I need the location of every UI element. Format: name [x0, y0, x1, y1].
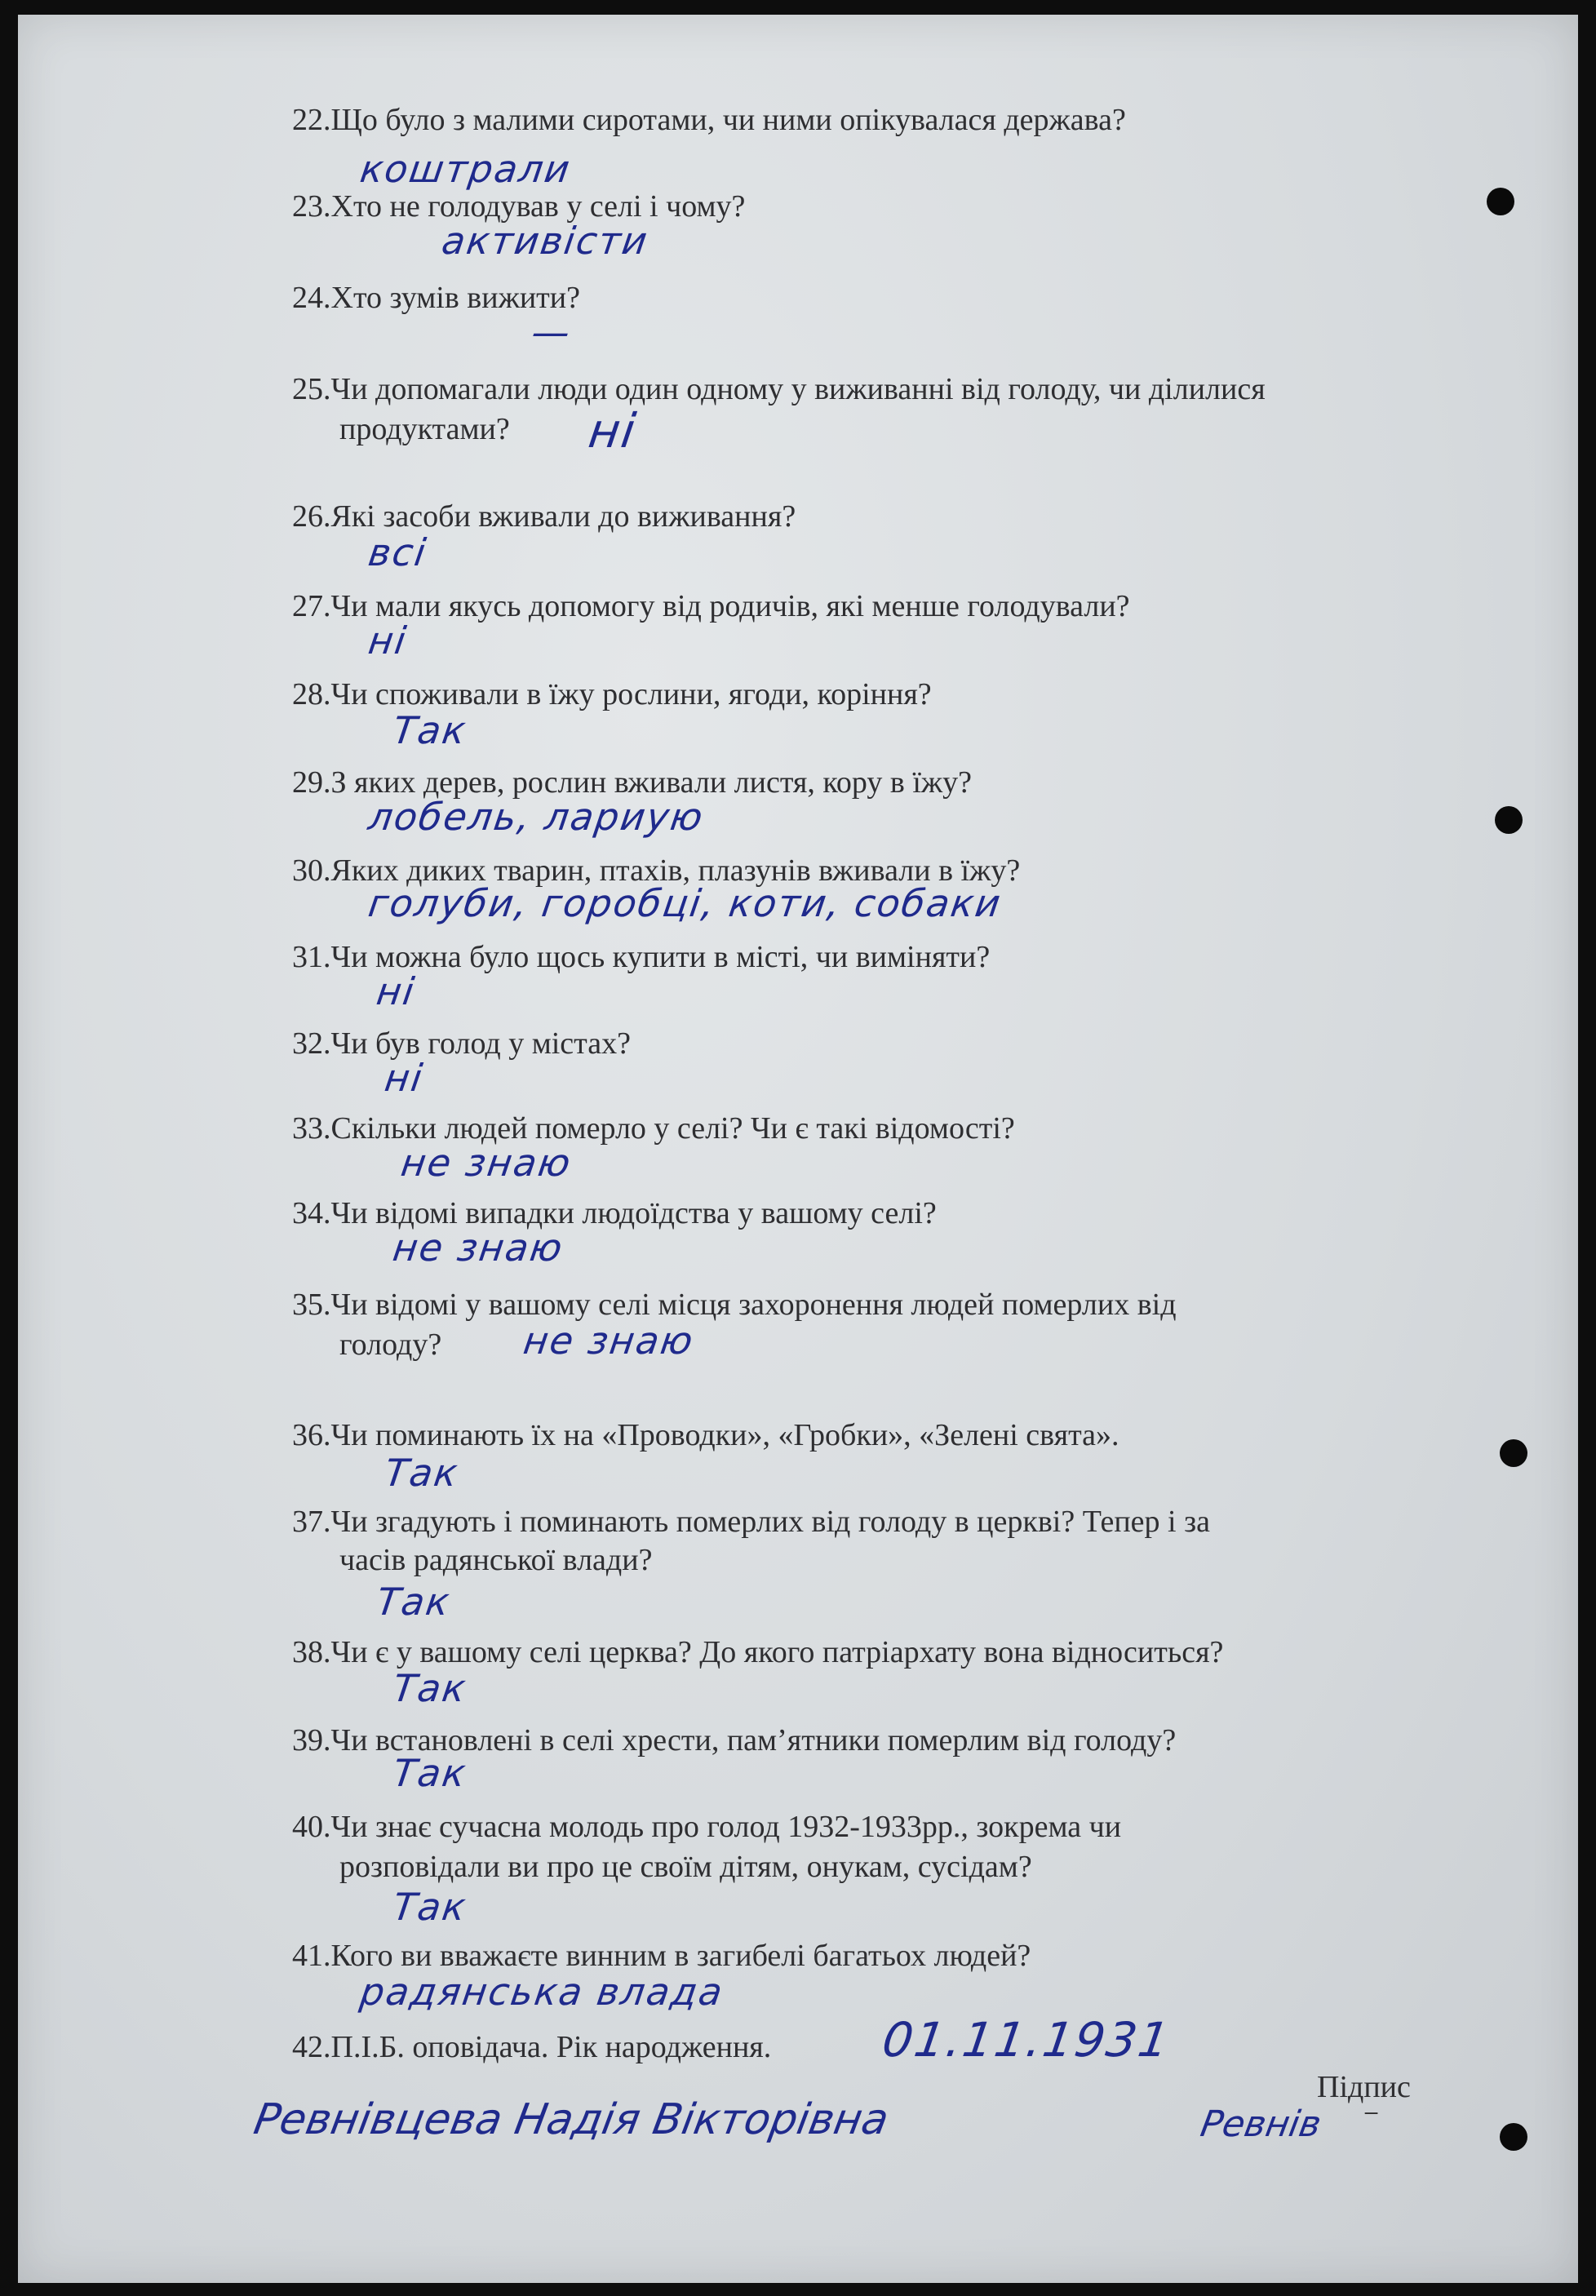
answer-37: Так	[374, 1580, 454, 1624]
question-37-continued: часів радянської влади?	[339, 1543, 653, 1577]
answer-32: ні	[382, 1056, 427, 1100]
answer-23: активісти	[439, 219, 652, 263]
answer-28: Так	[390, 708, 470, 752]
answer-29: лобель, лариую	[366, 795, 707, 839]
narrator-name: Ревнівцева Надія Вікторівна	[250, 2095, 893, 2144]
signature-label: Підпис	[1317, 2070, 1411, 2104]
answer-24: —	[529, 310, 574, 354]
question-30: 30.Яких диких тварин, птахів, плазунів вживали в їжу?	[292, 853, 1021, 888]
answer-34: не знаю	[390, 1226, 567, 1270]
answer-25: ні	[585, 403, 641, 459]
answer-40: Так	[390, 1885, 470, 1929]
question-39: 39.Чи встановлені в селі хрести, пам’ятники померлим від голоду?	[292, 1723, 1177, 1757]
question-22: 22.Що було з малими сиротами, чи ними опікувалася держава?	[292, 103, 1126, 137]
answer-27: ні	[366, 618, 410, 663]
answer-26: всі	[366, 530, 430, 574]
signature-flourish-icon: ⁻	[1363, 2100, 1381, 2138]
question-42: 42.П.І.Б. оповідача. Рік народження.	[292, 2030, 772, 2064]
punch-hole-icon	[1487, 188, 1514, 215]
question-32: 32.Чи був голод у містах?	[292, 1026, 631, 1061]
question-24: 24.Хто зумів вижити?	[292, 281, 580, 315]
question-35: 35.Чи відомі у вашому селі місця захоронення людей померлих від	[292, 1288, 1177, 1322]
punch-hole-icon	[1500, 2123, 1527, 2151]
question-27: 27.Чи мали якусь допомогу від родичів, які менше голодували?	[292, 589, 1130, 623]
handwritten-signature: Ревнів	[1197, 2103, 1324, 2145]
answer-33: не знаю	[398, 1141, 575, 1185]
question-25: 25.Чи допомагали люди один одному у виживанні від голоду, чи ділилися	[292, 372, 1266, 406]
answer-30: голуби, горобці, коти, собаки	[366, 881, 1005, 925]
question-40-continued: розповідали ви про це своїм дітям, онукам, сусідам?	[339, 1850, 1032, 1884]
document-sheet	[18, 15, 1578, 2283]
question-37: 37.Чи згадують і поминають померлих від голоду в церкві? Тепер і за	[292, 1505, 1210, 1539]
question-41: 41.Кого ви вважаєте винним в загибелі багатьох людей?	[292, 1939, 1031, 1973]
question-35-continued: голоду?	[339, 1328, 442, 1362]
punch-hole-icon	[1495, 806, 1523, 834]
answer-31: ні	[374, 969, 419, 1013]
answer-39: Так	[390, 1751, 470, 1795]
answer-41: радянська влада	[357, 1970, 727, 2014]
answer-22: коштрали	[357, 147, 574, 191]
answer-42-birth-date: 01.11.1931	[879, 2012, 1174, 2068]
answer-38: Так	[390, 1666, 470, 1710]
question-29: 29.З яких дерев, рослин вживали листя, кору в їжу?	[292, 765, 973, 800]
question-33: 33.Скільки людей померло у селі? Чи є такі відомості?	[292, 1111, 1015, 1146]
answer-36: Так	[382, 1451, 462, 1495]
question-23: 23.Хто не голодував у селі і чому?	[292, 189, 746, 224]
question-26: 26.Які засоби вживали до виживання?	[292, 499, 796, 534]
question-25-continued: продуктами?	[339, 412, 510, 446]
question-38: 38.Чи є у вашому селі церква? До якого патріархату вона відноситься?	[292, 1635, 1224, 1669]
question-34: 34.Чи відомі випадки людоїдства у вашому селі?	[292, 1196, 937, 1230]
answer-35: не знаю	[521, 1319, 698, 1363]
question-36: 36.Чи поминають їх на «Проводки», «Гробки», «Зелені свята».	[292, 1418, 1119, 1452]
punch-hole-icon	[1500, 1439, 1527, 1467]
question-31: 31.Чи можна було щось купити в місті, чи виміняти?	[292, 940, 991, 974]
question-28: 28.Чи споживали в їжу рослини, ягоди, коріння?	[292, 677, 932, 711]
question-40: 40.Чи знає сучасна молодь про голод 1932-1933рр., зокрема чи	[292, 1810, 1122, 1844]
